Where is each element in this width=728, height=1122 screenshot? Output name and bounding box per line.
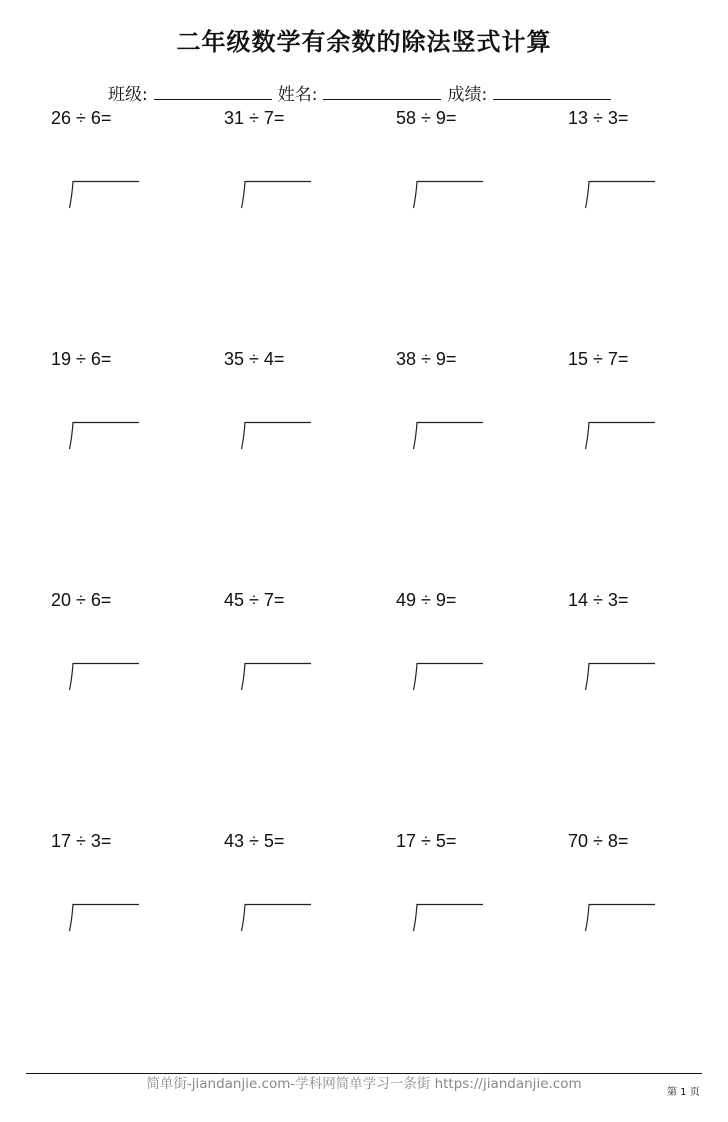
division-bracket xyxy=(410,660,486,692)
division-bracket xyxy=(238,178,314,210)
problem-9: 20 ÷ 6= xyxy=(51,590,112,610)
division-bracket xyxy=(238,419,314,451)
problem-7: 38 ÷ 9= xyxy=(396,349,457,369)
problem-12: 14 ÷ 3= xyxy=(568,590,629,610)
problem-2: 31 ÷ 7= xyxy=(224,108,285,128)
division-bracket xyxy=(66,660,142,692)
problem-10: 45 ÷ 7= xyxy=(224,590,285,610)
problem-13: 17 ÷ 3= xyxy=(51,831,112,851)
student-info-row xyxy=(108,80,611,105)
division-bracket xyxy=(66,178,142,210)
problem-11: 49 ÷ 9= xyxy=(396,590,457,610)
division-bracket xyxy=(66,419,142,451)
problem-4: 13 ÷ 3= xyxy=(568,108,629,128)
score-label: 成绩: xyxy=(447,85,488,105)
division-bracket xyxy=(238,901,314,933)
name-label: 姓名: xyxy=(277,85,318,105)
division-bracket xyxy=(410,901,486,933)
problem-5: 19 ÷ 6= xyxy=(51,349,112,369)
page-number: 第 1 页 xyxy=(667,1087,700,1098)
division-bracket xyxy=(238,660,314,692)
problem-8: 15 ÷ 7= xyxy=(568,349,629,369)
problem-1: 26 ÷ 6= xyxy=(51,108,112,128)
score-blank xyxy=(493,85,611,100)
division-bracket xyxy=(582,178,658,210)
division-bracket xyxy=(410,419,486,451)
footer-watermark: 简单街-jiandanjie.com-学科网简单学习一条街 https://jiandanjie.com xyxy=(146,1076,582,1092)
class-label: 班级: xyxy=(108,85,148,105)
problem-6: 35 ÷ 4= xyxy=(224,349,285,369)
division-bracket xyxy=(582,660,658,692)
division-bracket xyxy=(410,178,486,210)
problem-16: 70 ÷ 8= xyxy=(568,831,629,851)
problem-3: 58 ÷ 9= xyxy=(396,108,457,128)
page-title: 二年级数学有余数的除法竖式计算 xyxy=(176,28,552,56)
name-blank xyxy=(323,85,441,100)
problem-14: 43 ÷ 5= xyxy=(224,831,285,851)
problem-15: 17 ÷ 5= xyxy=(396,831,457,851)
class-blank xyxy=(154,85,272,100)
division-bracket xyxy=(582,901,658,933)
division-bracket xyxy=(582,419,658,451)
division-bracket xyxy=(66,901,142,933)
